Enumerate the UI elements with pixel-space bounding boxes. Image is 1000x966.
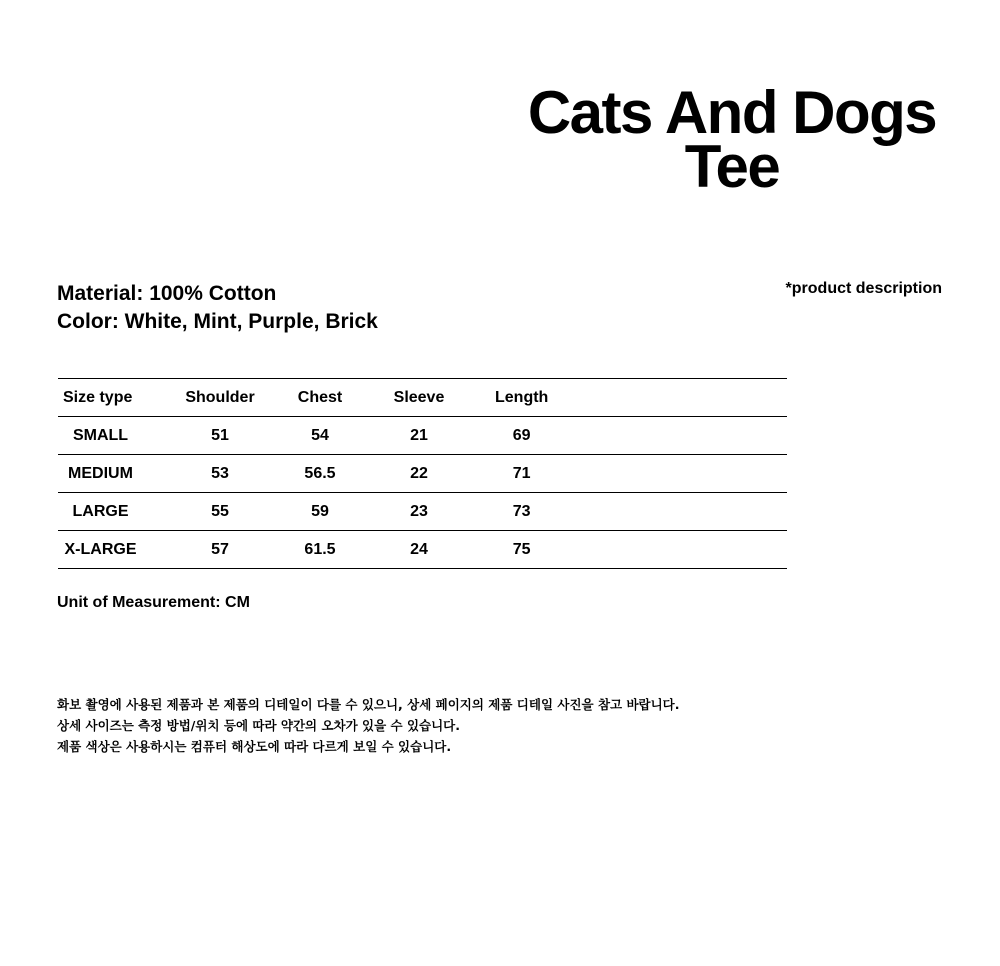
cell-size-type: X-LARGE: [58, 531, 143, 569]
notes: [57, 694, 680, 757]
table-row: [58, 531, 787, 569]
product-title-line-1: Cats And Dogs: [527, 79, 937, 146]
cell-spacer: [548, 531, 787, 569]
cell-chest: 54: [297, 417, 343, 455]
material-text: Material: 100% Cotton: [57, 282, 277, 305]
header-size-type: Size type: [58, 379, 143, 417]
cell-spacer: [548, 417, 787, 455]
color-text: Color: White, Mint, Purple, Brick: [57, 310, 378, 333]
cell-sleeve: 24: [343, 531, 495, 569]
cell-length: 73: [495, 493, 548, 531]
size-table-header-row: [58, 379, 787, 417]
cell-shoulder: 55: [143, 493, 297, 531]
cell-shoulder: 53: [143, 455, 297, 493]
cell-shoulder: 57: [143, 531, 297, 569]
product-title: [490, 79, 974, 200]
header-length: Length: [495, 379, 548, 417]
cell-sleeve: 22: [343, 455, 495, 493]
header-shoulder: Shoulder: [143, 379, 297, 417]
cell-spacer: [548, 455, 787, 493]
cell-length: 75: [495, 531, 548, 569]
cell-chest: 61.5: [297, 531, 343, 569]
product-title-line-2: Tee: [684, 133, 780, 200]
table-row: [58, 493, 787, 531]
header-chest: Chest: [297, 379, 343, 417]
cell-sleeve: 21: [343, 417, 495, 455]
cell-spacer: [548, 493, 787, 531]
unit-of-measurement: Unit of Measurement: CM: [57, 594, 250, 611]
note-line: 상세 사이즈는 측정 방법/위치 등에 따라 약간의 오차가 있을 수 있습니다.: [57, 718, 461, 733]
cell-sleeve: 23: [343, 493, 495, 531]
cell-size-type: LARGE: [58, 493, 143, 531]
size-table: [58, 378, 787, 569]
cell-chest: 59: [297, 493, 343, 531]
table-row: [58, 455, 787, 493]
cell-size-type: MEDIUM: [58, 455, 143, 493]
product-description-label: *product description: [785, 280, 942, 297]
cell-size-type: SMALL: [58, 417, 143, 455]
note-line: 화보 촬영에 사용된 제품과 본 제품의 디테일이 다를 수 있으니, 상세 페이지의 제품 디테일 사진을 참고 바랍니다.: [57, 697, 680, 712]
cell-chest: 56.5: [297, 455, 343, 493]
header-spacer: [548, 379, 787, 417]
table-row: [58, 417, 787, 455]
note-line: 제품 색상은 사용하시는 컴퓨터 해상도에 따라 다르게 보일 수 있습니다.: [57, 739, 452, 754]
cell-length: 71: [495, 455, 548, 493]
cell-shoulder: 51: [143, 417, 297, 455]
header-sleeve: Sleeve: [343, 379, 495, 417]
material-info: [57, 280, 378, 336]
cell-length: 69: [495, 417, 548, 455]
